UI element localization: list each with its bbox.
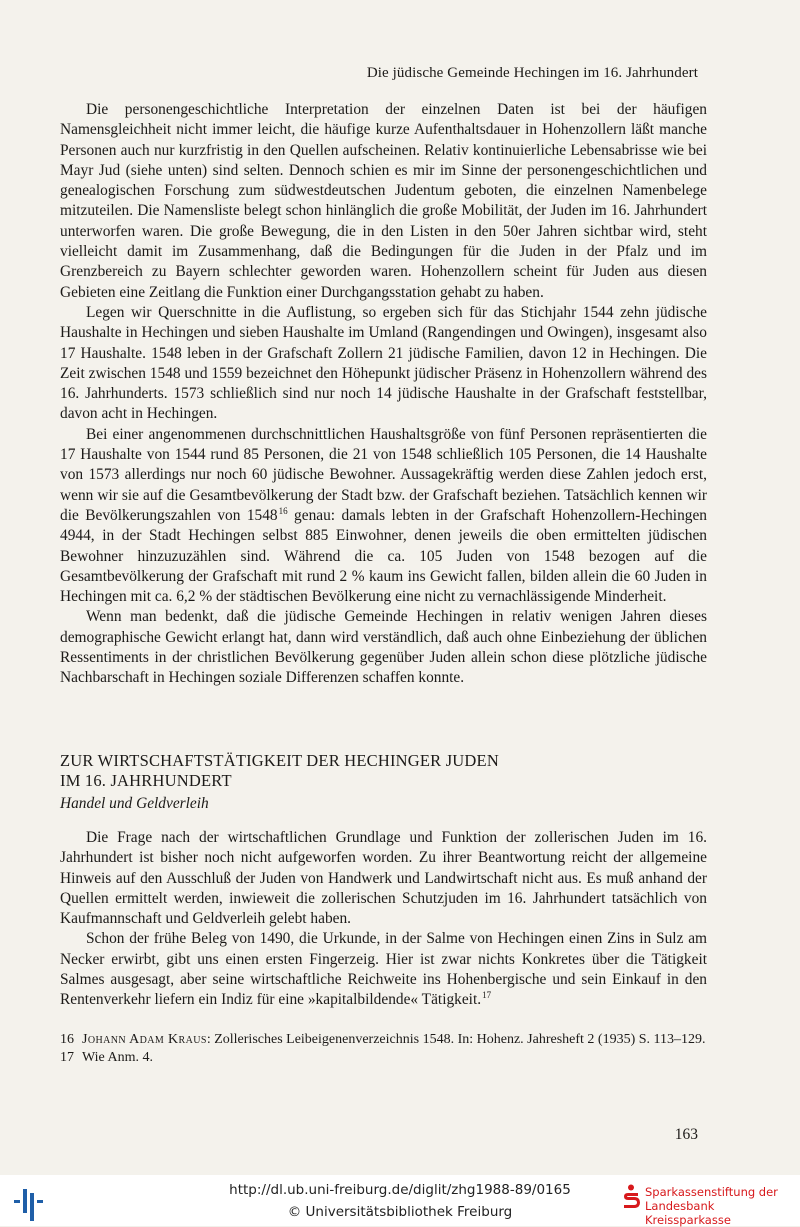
footnotes-area: [60, 1031, 707, 1066]
running-header: Die jüdische Gemeinde Hechingen im 16. Jahrhundert: [366, 65, 698, 81]
paragraph-5: Die Frage nach der wirtschaftlichen Grundlage und Funktion der zollerischen Juden im 16. Jahrhundert ist bisher noch nicht aufgeworfen worden. Zu ihrer Beantwortung reicht der allgemeine Hinweis auf den Ausschluß der Juden von Handwerk und Landwirtschaft nicht aus. Es muß anhand der Quellen ermittelt werden, inwieweit die zollerischen Schutzjuden im 16. Jahrhundert tatsächlich von Kaufmannschaft und Geldverleih gelebt haben.: [60, 829, 707, 928]
paragraph-6: [60, 929, 707, 1010]
paragraph-3-text-b: genau: damals lebten in der Grafschaft Hohenzollern-Hechingen 4944, in der Stadt Hechingen selbst 885 Einwohner, denen jeweils die oben ermittelten jüdischen Bewohner hinzuzuzählen sind. Während die ca. 105 Juden von 1548 bezogen auf die Gesamtbevölkerung der Grafschaft mit rund 2 % kaum ins Gewicht fallen, bilden allein die 60 Juden in Hechingen mit ca. 6,2 % der städtischen Bevölkerung eine nicht zu vernachlässigende Minderheit.: [60, 506, 707, 606]
footer-copyright: © Universitätsbibliothek Freiburg: [287, 1204, 513, 1220]
footer-url[interactable]: http://dl.ub.uni-freiburg.de/diglit/zhg1988-89/0165: [229, 1182, 571, 1198]
footnote-ref-16[interactable]: 16: [278, 505, 288, 516]
footnote-text: Wie Anm. 4.: [82, 1049, 153, 1065]
paragraph-4: Wenn man bedenkt, daß die jüdische Gemeinde Hechingen in relativ wenigen Jahren dieses demographische Gewicht erlangt hat, dann wird verständlich, daß auch ohne Einbeziehung der üblichen Ressentiments in der christlichen Bevölkerung gegenüber Juden allein schon diese plötzliche jüdische Nachbarschaft in Hechingen soziale Differenzen schaffen konnte.: [60, 608, 707, 687]
digitization-footer: [0, 1175, 800, 1226]
footnote-17: [60, 1049, 707, 1067]
section-heading-line-2: IM 16. JAHRHUNDERT: [60, 771, 232, 790]
main-text-block: [60, 100, 707, 689]
paragraph-1: Die personengeschichtliche Interpretation der einzelnen Daten ist bei der häufigen Namensgleichheit nicht immer leicht, die häufige kurze Aufenthaltsdauer in Hohenzollern läßt manche Personen auch nur kurzfristig in den Quellen aufscheinen. Relativ kontinuierliche Lebensabrisse wie bei Mayr Jud (siehe unten) sind selten. Dennoch schien es mir im Sinne der personengeschichtlichen und genealogischen Forschung zum südwestdeutschen Judentum geboten, die einzelnen Namenbelege mitzuteilen. Die Namensliste belegt schon hinlänglich die große Mobilität, der Juden im 16. Jahrhundert unterworfen waren. Die große Bewegung, die in den Listen in den 50er Jahren sichtbar wird, steht vielleicht damit im Zusammenhang, daß die Bedingungen für die Juden in der Pfalz und im Grenzbereich zu Bayern schlechter geworden waren. Hohenzollern scheint für Juden aus diesen Gebieten eine Zeitlang die Funktion einer Durchgangsstation gehabt zu haben.: [60, 101, 707, 301]
paragraph-3-text-a: Bei einer angenommenen durchschnittlichen Haushaltsgröße von fünf Personen repräsentierten die 17 Haushalte von 1544 rund 85 Personen, die 21 von 1548 schließlich 105 Personen, die 14 Haushalte von 1573 allerdings nur noch 60 jüdische Bewohner. Aussagekräftig werden diese Zahlen jedoch erst, wenn wir sie auf die Gesamtbevölkerung der Stadt bzw. der Grafschaft beziehen. Tatsächlich kennen wir die Bevölkerungszahlen von 1548: [60, 425, 707, 524]
footnote-author: Johann Adam Kraus: [82, 1032, 207, 1047]
sparkasse-logo-icon[interactable]: [622, 1184, 640, 1210]
footnote-16: [60, 1031, 707, 1049]
section-text-block: [60, 828, 707, 1011]
sponsor-line-1: Sparkassenstiftung der: [645, 1185, 778, 1199]
footnote-number: 16: [60, 1032, 74, 1047]
sponsor-line-2: Landesbank Kreissparkasse: [645, 1199, 731, 1227]
footnote-ref-17[interactable]: 17: [482, 990, 492, 1001]
footnote-number: 17: [60, 1049, 74, 1065]
paragraph-2: Legen wir Querschnitte in die Auflistung, so ergeben sich für das Stichjahr 1544 zehn jüdische Haushalte in Hechingen und sieben Haushalte im Umland (Rangendingen und Owingen), insgesamt also 17 Haushalte. 1548 leben in der Grafschaft Zollern 21 jüdische Familien, davon 12 in Hechingen. Die Zeit zwischen 1548 und 1559 bezeichnet den Höhepunkt jüdischer Präsenz in Hohenzollern während des 16. Jahrhunderts. 1573 schließlich sind nur noch 14 jüdische Haushalte in der Grafschaft feststellbar, davon acht in Hechingen.: [60, 303, 707, 423]
section-heading: [60, 751, 707, 791]
subsection-heading: Handel und Geldverleih: [60, 795, 209, 812]
page-number: 163: [674, 1126, 698, 1143]
footnote-text: : Zollerisches Leibeigenenverzeichnis 1548. In: Hohenz. Jahresheft 2 (1935) S. 113–129.: [206, 1032, 706, 1047]
paragraph-3: [60, 425, 707, 608]
paragraph-6-text: Schon der frühe Beleg von 1490, die Urkunde, in der Salme von Hechingen einen Zins in Sulz am Necker erwirbt, gibt uns einen ersten Fingerzeig. Hier ist zwar nichts Konkretes über die Tätigkeit Salmes ausgesagt, aber seine wirtschaftliche Reichweite ins Hohenbergische und sein Einkauf in den Rentenverkehr liefern ein Indiz für eine »kapitalbildende« Tätigkeit.: [60, 930, 707, 1009]
section-heading-line-1: ZUR WIRTSCHAFTSTÄTIGKEIT DER HECHINGER JUDEN: [60, 751, 499, 770]
sponsor-text[interactable]: [645, 1185, 800, 1227]
